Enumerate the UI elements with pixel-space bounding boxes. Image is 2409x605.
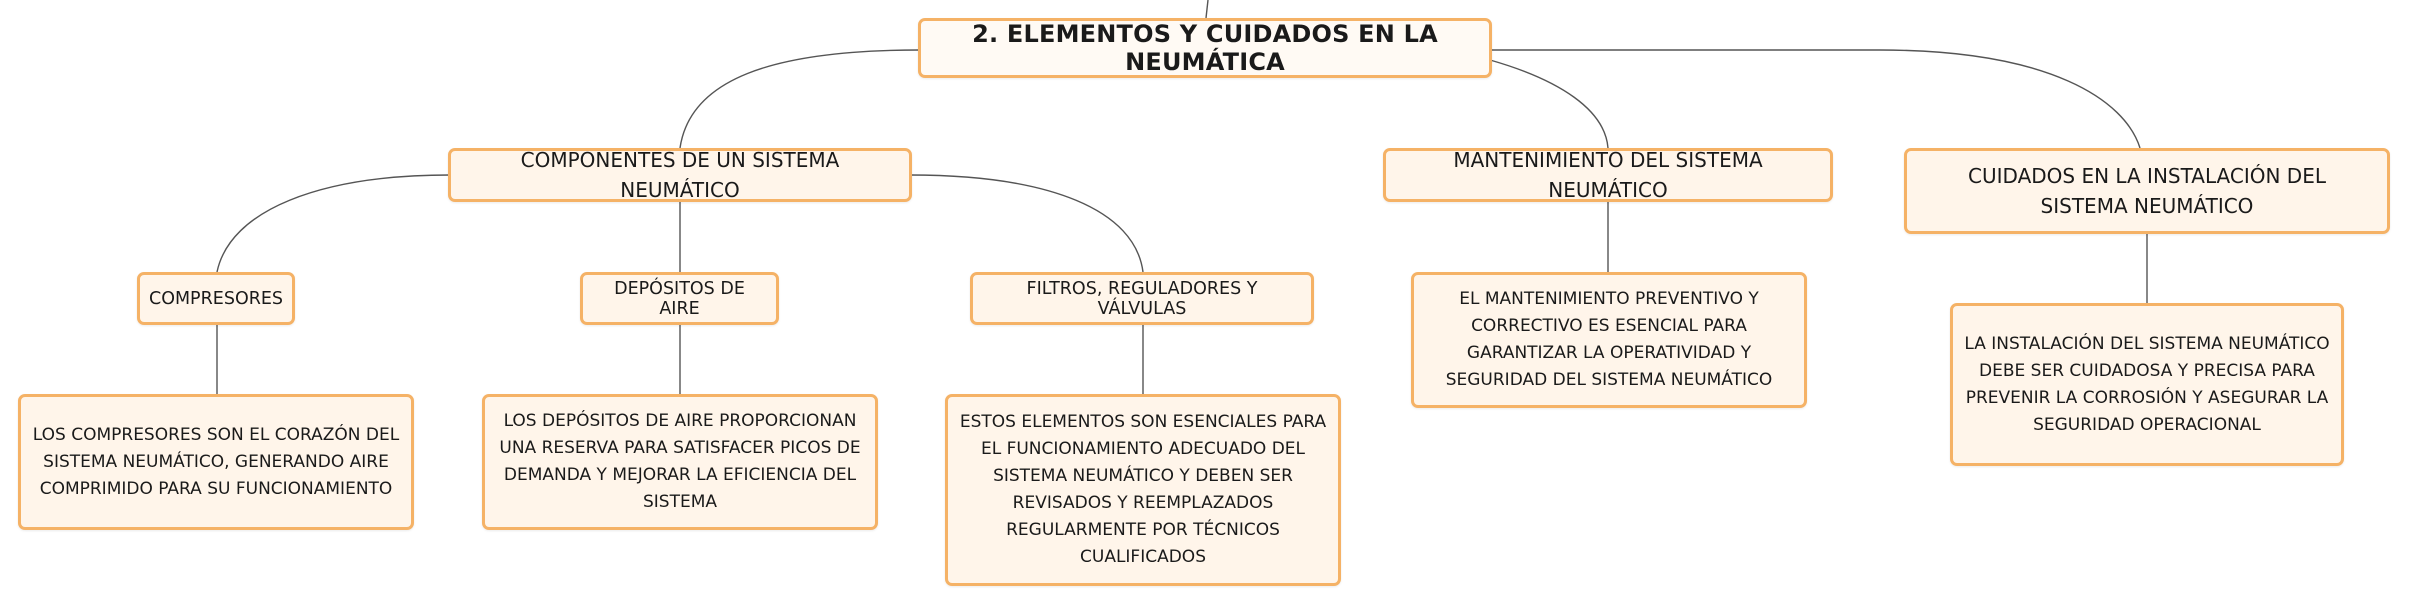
detail-cuidados-instalacion[interactable]: [1950, 303, 2344, 466]
subtopic-filtros-label: FILTROS, REGULADORES Y VÁLVULAS: [1026, 278, 1258, 319]
connector-parent-to-root: [1206, 0, 1208, 18]
connector-root-to-componentes: [680, 50, 920, 148]
connector-root-to-cuidados: [1490, 50, 2140, 148]
detail-mantenimiento-text: EL MANTENIMIENTO PREVENTIVO Y CORRECTIVO ES ESENCIAL PARA GARANTIZAR LA OPERATIVIDAD Y SEGURIDAD DEL SISTEMA NEUMÁTICO: [1445, 289, 1773, 390]
subtopic-depositos-aire[interactable]: [580, 272, 779, 325]
subtopic-depositos-aire-label: DEPÓSITOS DE AIRE: [614, 278, 745, 319]
connector-componentes-to-filtros: [910, 175, 1143, 272]
detail-depositos-aire[interactable]: [482, 394, 878, 530]
detail-filtros[interactable]: [945, 394, 1341, 586]
subtopic-compresores-label: COMPRESORES: [148, 288, 284, 309]
detail-compresores-text: LOS COMPRESORES SON EL CORAZÓN DEL SISTEMA NEUMÁTICO, GENERANDO AIRE COMPRIMIDO PARA SU FUNCIONAMIENTO: [32, 424, 400, 499]
connector-root-to-mantenimiento: [1490, 60, 1608, 148]
detail-filtros-text: ESTOS ELEMENTOS SON ESENCIALES PARA EL FUNCIONAMIENTO ADECUADO DEL SISTEMA NEUMÁTICO Y DEBEN SER REVISADOS Y REEMPLAZADOS REGULARMENTE POR TÉCNICOS CUALIFICADOS: [959, 412, 1327, 567]
subtopic-filtros-reguladores-valvulas[interactable]: [970, 272, 1314, 325]
topic-mantenimiento-label: MANTENIMIENTO DEL SISTEMA NEUMÁTICO: [1453, 148, 1763, 202]
topic-cuidados-instalacion-label: CUIDADOS EN LA INSTALACIÓN DEL SISTEMA NEUMÁTICO: [1968, 164, 2326, 218]
topic-cuidados-instalacion[interactable]: [1904, 148, 2390, 234]
detail-mantenimiento[interactable]: [1411, 272, 1807, 408]
root-topic-label: 2. ELEMENTOS Y CUIDADOS EN LA NEUMÁTICA: [972, 20, 1438, 76]
root-topic[interactable]: [918, 18, 1492, 78]
subtopic-compresores[interactable]: [137, 272, 295, 325]
connector-componentes-to-compresores: [217, 175, 450, 272]
topic-mantenimiento[interactable]: [1383, 148, 1833, 202]
detail-depositos-aire-text: LOS DEPÓSITOS DE AIRE PROPORCIONAN UNA RESERVA PARA SATISFACER PICOS DE DEMANDA Y MEJORAR LA EFICIENCIA DEL SISTEMA: [499, 411, 861, 512]
detail-compresores[interactable]: [18, 394, 414, 530]
detail-cuidados-instalacion-text: LA INSTALACIÓN DEL SISTEMA NEUMÁTICO DEBE SER CUIDADOSA Y PRECISA PARA PREVENIR LA CORROSIÓN Y ASEGURAR LA SEGURIDAD OPERACIONAL: [1964, 333, 2330, 435]
topic-componentes-label: COMPONENTES DE UN SISTEMA NEUMÁTICO: [520, 148, 840, 202]
topic-componentes[interactable]: [448, 148, 912, 202]
